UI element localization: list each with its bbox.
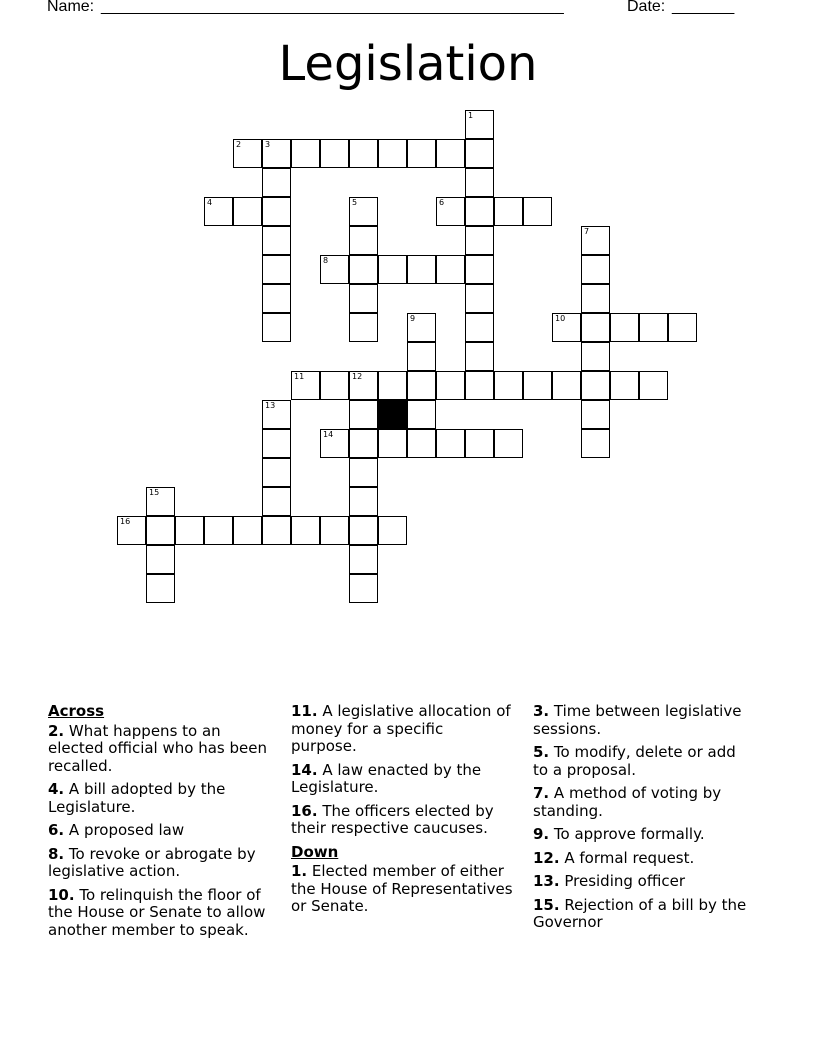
clue-item	[533, 850, 755, 868]
clue-number: 11	[294, 372, 305, 381]
clue-item	[533, 873, 755, 891]
crossword-cell[interactable]	[146, 545, 175, 574]
clue-item-text: What happens to an elected official who has been recalled.	[48, 721, 267, 775]
crossword-cell[interactable]	[262, 139, 291, 168]
crossword-cell[interactable]	[291, 371, 320, 400]
crossword-cell[interactable]	[349, 429, 378, 458]
crossword-cell[interactable]	[262, 516, 291, 545]
clue-item	[48, 781, 270, 816]
clue-item	[533, 897, 755, 932]
clue-number: 5	[352, 198, 358, 207]
crossword-cell[interactable]	[262, 284, 291, 313]
clue-number: 4	[207, 198, 213, 207]
crossword-cell[interactable]	[262, 226, 291, 255]
crossword-cell[interactable]	[465, 168, 494, 197]
crossword-cell[interactable]	[349, 516, 378, 545]
clue-item	[48, 723, 270, 776]
clue-item-number: 12.	[533, 848, 560, 867]
clue-item-number: 15.	[533, 895, 560, 914]
crossword-cell[interactable]	[668, 313, 697, 342]
clue-item-number: 9.	[533, 825, 550, 843]
crossword-cell[interactable]	[320, 255, 349, 284]
clue-item-text: A legislative allocation of money for a specific purpose.	[291, 702, 511, 755]
clue-item-text: A formal request.	[559, 848, 695, 867]
clue-item	[48, 887, 270, 940]
crossword-cell[interactable]	[523, 197, 552, 226]
clue-item-text: The officers elected by their respective caucuses.	[291, 801, 494, 837]
crossword-cell[interactable]	[349, 313, 378, 342]
crossword-cell[interactable]	[465, 313, 494, 342]
clue-item-number: 13.	[533, 872, 560, 890]
clue-number: 1	[468, 111, 474, 120]
crossword-cell[interactable]	[465, 110, 494, 139]
clue-item-number: 2.	[48, 721, 65, 740]
clue-item	[291, 803, 513, 838]
clue-item-number: 14.	[291, 760, 318, 779]
crossword-cell[interactable]	[465, 139, 494, 168]
crossword-cell[interactable]	[262, 168, 291, 197]
crossword-cell[interactable]	[262, 313, 291, 342]
clue-item-number: 5.	[533, 743, 550, 761]
crossword-cell[interactable]	[175, 516, 204, 545]
crossword-cell[interactable]	[291, 516, 320, 545]
clue-item	[48, 846, 270, 881]
crossword-cell[interactable]	[407, 139, 436, 168]
crossword-cell[interactable]	[349, 487, 378, 516]
crossword-cell[interactable]	[407, 342, 436, 371]
crossword-cell[interactable]	[523, 371, 552, 400]
clue-item-number: 1.	[291, 862, 308, 880]
name-field-line[interactable]: ____________________________________________________	[101, 0, 564, 15]
crossword-cell[interactable]	[581, 226, 610, 255]
crossword-cell[interactable]	[262, 255, 291, 284]
crossword-cell[interactable]	[639, 313, 668, 342]
clue-item	[533, 744, 755, 779]
crossword-cell[interactable]	[465, 371, 494, 400]
crossword-cell[interactable]	[320, 516, 349, 545]
crossword-cell[interactable]	[378, 255, 407, 284]
down-heading: Down	[291, 842, 339, 861]
crossword-cell[interactable]	[349, 458, 378, 487]
crossword-cell[interactable]	[610, 313, 639, 342]
crossword-cell[interactable]	[320, 139, 349, 168]
crossword-cell[interactable]	[233, 197, 262, 226]
clue-item-number: 10.	[48, 885, 75, 904]
across-clue-list	[48, 723, 270, 940]
crossword-cell[interactable]	[436, 139, 465, 168]
crossword-cell[interactable]	[581, 429, 610, 458]
crossword-cell[interactable]	[465, 226, 494, 255]
clue-number: 10	[555, 314, 566, 323]
crossword-cell[interactable]	[146, 574, 175, 603]
clue-item-number: 11.	[291, 702, 318, 720]
clue-item	[533, 785, 755, 820]
crossword-cell[interactable]	[204, 197, 233, 226]
crossword-cell[interactable]	[349, 371, 378, 400]
clue-number: 13	[265, 401, 276, 410]
clues-across-column	[48, 703, 270, 945]
clues-middle-column	[291, 703, 513, 922]
crossword-cell[interactable]	[349, 139, 378, 168]
crossword-cell[interactable]	[494, 197, 523, 226]
crossword-cell[interactable]	[204, 516, 233, 545]
clue-item-text: A method of voting by standing.	[533, 784, 722, 820]
crossword-cell[interactable]	[349, 400, 378, 429]
clues-down-column	[533, 703, 755, 938]
crossword-cell[interactable]	[494, 371, 523, 400]
crossword-cell[interactable]	[378, 429, 407, 458]
across-heading: Across	[48, 702, 105, 720]
clue-item-number: 3.	[533, 702, 550, 720]
clue-item-text: To relinquish the floor of the House or Senate to allow another member to speak.	[48, 885, 266, 939]
crossword-cell[interactable]	[465, 342, 494, 371]
crossword-cell[interactable]	[349, 545, 378, 574]
clue-number: 3	[265, 140, 271, 149]
crossword-cell[interactable]	[262, 487, 291, 516]
name-label: Name:	[47, 0, 95, 15]
crossword-cell[interactable]	[610, 371, 639, 400]
crossword-cell[interactable]	[465, 429, 494, 458]
clue-number: 6	[439, 198, 445, 207]
clue-item-text: To approve formally.	[549, 825, 705, 843]
crossword-cell[interactable]	[465, 284, 494, 313]
crossword-cell[interactable]	[349, 255, 378, 284]
crossword-cell[interactable]	[233, 516, 262, 545]
clue-item-text: To revoke or abrogate by legislative action.	[48, 844, 256, 880]
clue-item-number: 4.	[48, 780, 65, 798]
crossword-cell[interactable]	[552, 313, 581, 342]
clue-number: 14	[323, 430, 334, 439]
crossword-cell[interactable]	[436, 197, 465, 226]
crossword-cell[interactable]	[146, 487, 175, 516]
clue-number: 16	[120, 517, 131, 526]
clue-item-number: 16.	[291, 801, 318, 820]
crossword-cell[interactable]	[378, 139, 407, 168]
clue-item-number: 7.	[533, 784, 550, 802]
crossword-cell[interactable]	[407, 400, 436, 429]
crossword-cell[interactable]	[581, 371, 610, 400]
crossword-cell[interactable]	[378, 516, 407, 545]
clue-item-text: Elected member of either the House of Representatives or Senate.	[291, 862, 513, 915]
clue-item	[291, 762, 513, 797]
clue-item-number: 8.	[48, 844, 65, 863]
across-clue-list-continued	[291, 703, 513, 838]
crossword-cell[interactable]	[436, 371, 465, 400]
crossword-cell[interactable]	[349, 197, 378, 226]
crossword-cell[interactable]	[349, 226, 378, 255]
crossword-cell[interactable]	[407, 371, 436, 400]
date-label: Date:	[627, 0, 666, 15]
crossword-cell[interactable]	[407, 313, 436, 342]
clue-number: 7	[584, 227, 590, 236]
clue-number: 9	[410, 314, 416, 323]
crossword-cell[interactable]	[233, 139, 262, 168]
crossword-cell[interactable]	[117, 516, 146, 545]
crossword-black-cell	[378, 400, 407, 429]
clue-item	[533, 703, 755, 738]
down-clue-list	[291, 863, 513, 916]
clue-item-text: A law enacted by the Legislature.	[291, 760, 482, 796]
crossword-cell[interactable]	[262, 197, 291, 226]
crossword-cell[interactable]	[581, 255, 610, 284]
clue-number: 2	[236, 140, 242, 149]
crossword-cell[interactable]	[639, 371, 668, 400]
clue-item-number: 6.	[48, 821, 65, 839]
clue-item-text: A proposed law	[64, 821, 185, 839]
clue-item	[533, 826, 755, 844]
crossword-cell[interactable]	[349, 574, 378, 603]
clue-item-text: A bill adopted by the Legislature.	[48, 780, 226, 816]
crossword-cell[interactable]	[291, 139, 320, 168]
crossword-cell[interactable]	[407, 255, 436, 284]
clue-number: 15	[149, 488, 160, 497]
crossword-cell[interactable]	[581, 284, 610, 313]
crossword-cell[interactable]	[320, 429, 349, 458]
crossword-cell[interactable]	[436, 255, 465, 284]
date-field-line[interactable]: _______	[672, 0, 735, 15]
crossword-cell[interactable]	[262, 429, 291, 458]
crossword-cell[interactable]	[378, 371, 407, 400]
clue-number: 12	[352, 372, 363, 381]
clue-item	[291, 863, 513, 916]
crossword-cell[interactable]	[465, 197, 494, 226]
clue-item-text: To modify, delete or add to a proposal.	[533, 743, 736, 779]
clue-item-text: Rejection of a bill by the Governor	[533, 895, 747, 931]
crossword-cell[interactable]	[465, 255, 494, 284]
crossword-cell[interactable]	[581, 313, 610, 342]
clue-item-text: Presiding officer	[559, 872, 685, 890]
crossword-cell[interactable]	[349, 284, 378, 313]
crossword-cell[interactable]	[262, 400, 291, 429]
crossword-cell[interactable]	[581, 342, 610, 371]
crossword-cell[interactable]	[320, 371, 349, 400]
crossword-cell[interactable]	[146, 516, 175, 545]
down-clue-list-continued	[533, 703, 755, 932]
page-title: Legislation	[278, 36, 538, 92]
crossword-cell[interactable]	[407, 429, 436, 458]
clue-item-text: Time between legislative sessions.	[533, 702, 742, 738]
clue-item	[291, 703, 513, 756]
crossword-cell[interactable]	[581, 400, 610, 429]
clue-item	[48, 822, 270, 840]
clue-number: 8	[323, 256, 329, 265]
crossword-cell[interactable]	[436, 429, 465, 458]
crossword-cell[interactable]	[262, 458, 291, 487]
crossword-cell[interactable]	[552, 371, 581, 400]
crossword-cell[interactable]	[494, 429, 523, 458]
